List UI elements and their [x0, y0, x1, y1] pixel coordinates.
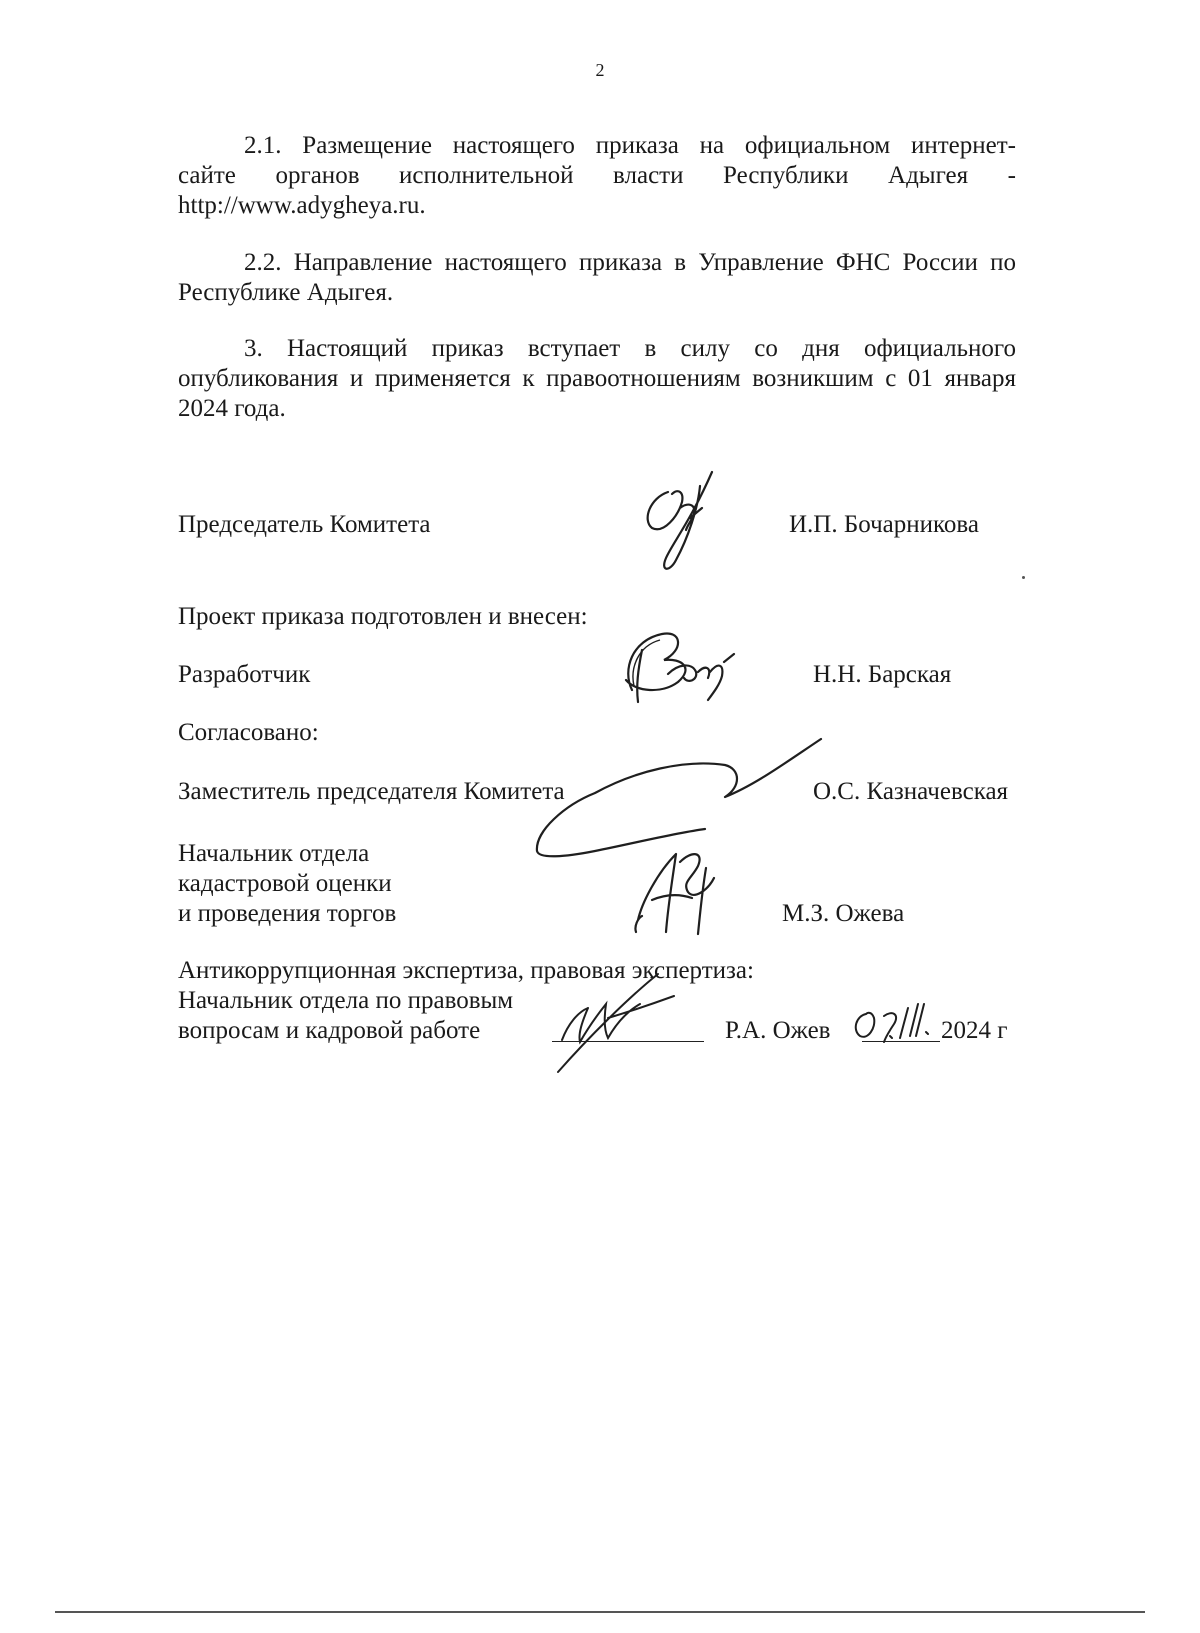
prepared-by-label: Проект приказа подготовлен и внесен:: [178, 603, 588, 630]
head-dept-title-line-2: кадастровой оценки: [178, 870, 392, 897]
developer-title: Разработчик: [178, 661, 311, 688]
agreed-label: Согласовано:: [178, 719, 319, 746]
chairman-signature: [630, 468, 740, 578]
chairman-title: Председатель Комитета: [178, 511, 431, 538]
date-year: 2024 г: [941, 1017, 1008, 1044]
scan-speck: [1022, 576, 1025, 579]
deputy-name: О.С. Казначевская: [813, 778, 1009, 805]
paragraph-3-line-2: опубликования и применяется к правоотношениям возникшим с 01 января: [178, 365, 1016, 392]
paragraph-3-line-3: 2024 года.: [178, 395, 286, 422]
paragraph-2-2-line-2: Республике Адыгея.: [178, 279, 394, 306]
head-dept-title-line-3: и проведения торгов: [178, 900, 397, 927]
chairman-name: И.П. Бочарникова: [789, 511, 979, 538]
paragraph-3-line-1: 3. Настоящий приказ вступает в силу со дня официального: [244, 335, 1016, 362]
legal-head-title-line-1: Начальник отдела по правовым: [178, 987, 514, 1014]
paragraph-2-1-line-1: 2.1. Размещение настоящего приказа на официальном интернет-: [244, 132, 1016, 159]
date-underline: [862, 1041, 940, 1042]
head-dept-signature: [622, 842, 732, 942]
legal-head-signature: [548, 968, 688, 1078]
bottom-rule: [55, 1611, 1145, 1613]
paragraph-2-1-line-2: сайте органов исполнительной власти Республики Адыгея -: [178, 162, 1016, 189]
page-number: 2: [595, 60, 605, 80]
deputy-title: Заместитель председателя Комитета: [178, 778, 565, 805]
paragraph-2-1-line-3: http://www.adygheya.ru.: [178, 192, 426, 219]
legal-head-name: Р.А. Ожев: [725, 1017, 831, 1044]
legal-head-title-line-2: вопросам и кадровой работе: [178, 1017, 481, 1044]
developer-signature: [612, 620, 742, 710]
head-dept-name: М.З. Ожева: [782, 900, 905, 927]
head-dept-title-line-1: Начальник отдела: [178, 840, 370, 867]
expertise-label: Антикоррупционная экспертиза, правовая экспертиза:: [178, 957, 754, 984]
developer-name: Н.Н. Барская: [813, 661, 952, 688]
paragraph-2-2-line-1: 2.2. Направление настоящего приказа в Управление ФНС России по: [244, 249, 1016, 276]
